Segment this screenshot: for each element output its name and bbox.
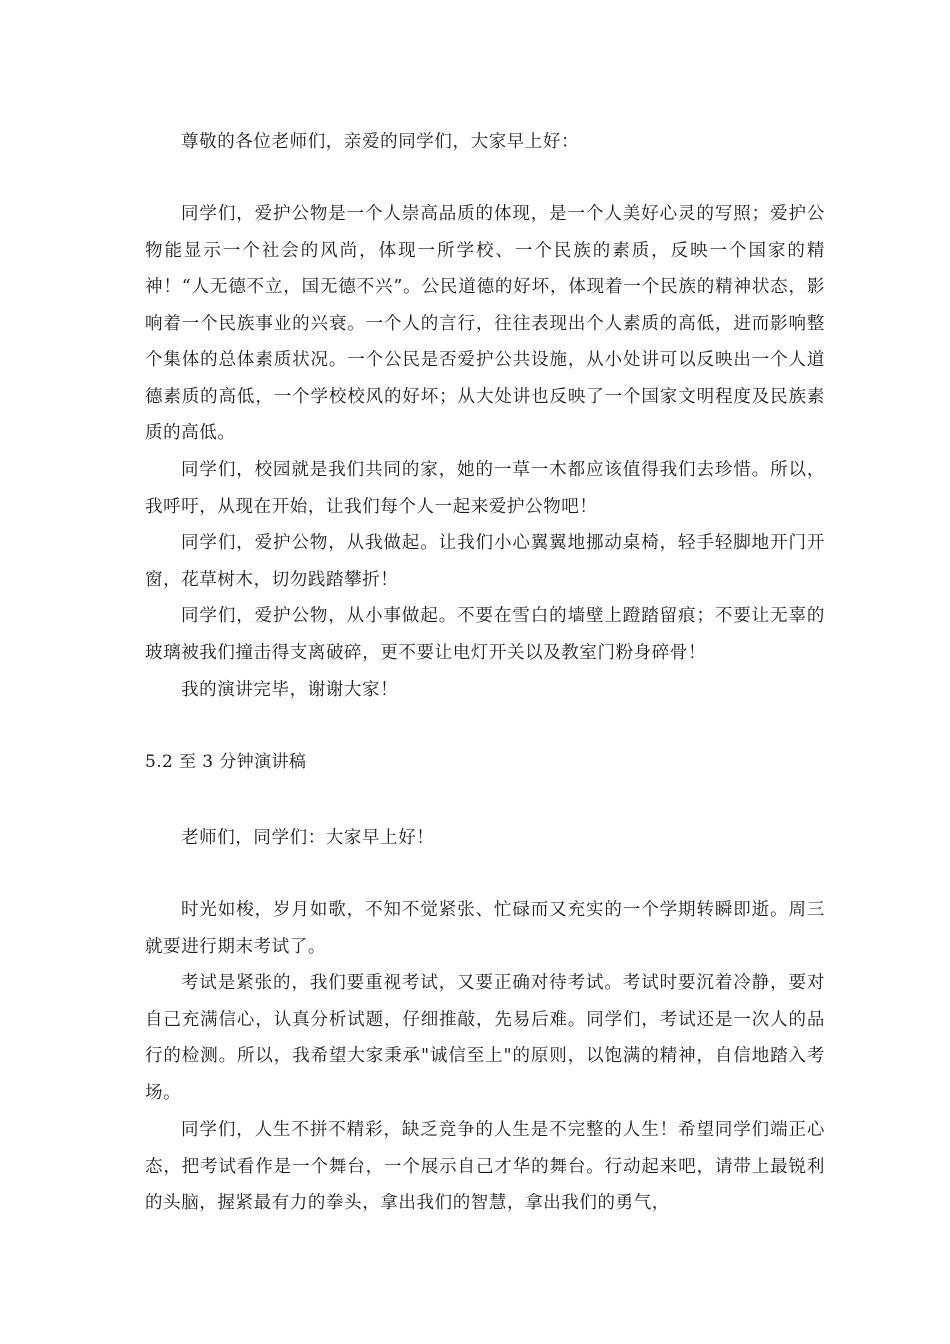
section-heading: 5.2 至 3 分钟演讲稿 — [145, 752, 307, 772]
speech1-closing: 我的演讲完毕，谢谢大家！ — [181, 680, 399, 700]
speech1-paragraph-1: 同学们，爱护公物是一个人崇高品质的体现，是一个人美好心灵的写照；爱护公物能显示一个社会的风尚，体现一所学校、一个民族的素质，反映一个国家的精神！“人无德不立，国无德不兴”。公民道德的好坏，体现着一个民族的精神状态，影响着一个民族事业的兴衰。一个人的言行，往往表现出个人素质的高低，进而影响整个集体的总体素质状况。一个公民是否爱护公共设施，从小处讲可以反映出一个人道德素质的高低，一个学校校风的好坏；从大处讲也反映了一个国家文明程度及民族素质的高低。 — [145, 204, 825, 443]
speech1-greeting: 尊敬的各位老师们，亲爱的同学们，大家早上好： — [181, 132, 580, 152]
speech2-paragraph-1: 时光如梭，岁月如歌，不知不觉紧张、忙碌而又充实的一个学期转瞬即逝。周三就要进行期末考试了。 — [145, 900, 825, 957]
speech1-paragraph-3: 同学们，爱护公物，从我做起。让我们小心翼翼地挪动桌椅，轻手轻脚地开门开窗，花草树木，切勿践踏攀折！ — [145, 533, 825, 590]
speech2-paragraph-3: 同学们，人生不拼不精彩，缺乏竞争的人生是不完整的人生！希望同学们端正心态，把考试看作是一个舞台，一个展示自己才华的舞台。行动起来吧，请带上最锐利的头脑，握紧最有力的拳头，拿出我们的智慧，拿出我们的勇气， — [145, 1120, 825, 1213]
speech1-paragraph-4: 同学们，爱护公物，从小事做起。不要在雪白的墙壁上蹬踏留痕；不要让无辜的玻璃被我们撞击得支离破碎，更不要让电灯开关以及教室门粉身碎骨！ — [145, 606, 825, 663]
speech2-paragraph-2: 考试是紧张的，我们要重视考试，又要正确对待考试。考试时要沉着冷静，要对自己充满信心，认真分析试题，仔细推敲，先易后难。同学们，考试还是一次人的品行的检测。所以，我希望大家秉承"诚信至上"的原则，以饱满的精神，自信地踏入考场。 — [145, 973, 825, 1103]
speech1-paragraph-2: 同学们，校园就是我们共同的家，她的一草一木都应该值得我们去珍惜。所以，我呼吁，从现在开始，让我们每个人一起来爱护公物吧！ — [145, 460, 825, 517]
speech2-greeting: 老师们，同学们：大家早上好！ — [181, 828, 435, 848]
